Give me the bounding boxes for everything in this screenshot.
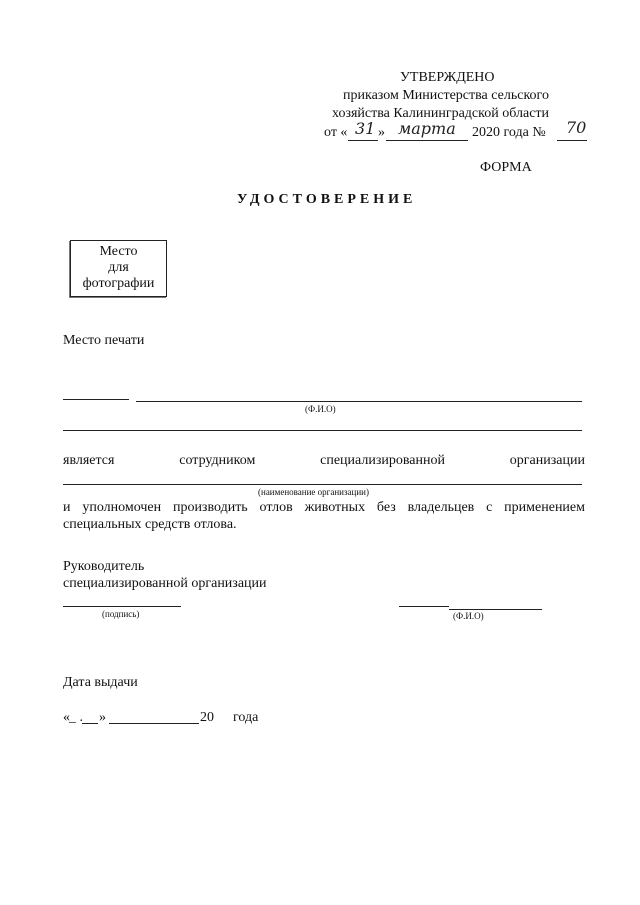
issue-date-close: »: [99, 710, 106, 725]
issue-date-year-word: года: [233, 710, 259, 725]
fio-caption: (Ф.И.О): [305, 404, 336, 414]
fio-line-long: [136, 401, 582, 402]
approval-line-1: приказом Министерства сельского: [343, 88, 549, 103]
employee-row: [63, 453, 585, 469]
head-line-1: Руководитель: [63, 559, 145, 574]
stamp-place-label: Место печати: [63, 333, 145, 348]
photo-line-3: фотографии: [82, 276, 155, 291]
issue-month-underline: [109, 723, 199, 724]
fio-line-second: [63, 430, 582, 431]
document-title: УДОСТОВЕРЕНИЕ: [237, 192, 417, 207]
employee-word-3: специализированной: [320, 453, 445, 468]
org-name-line: [63, 484, 582, 485]
approval-day: 31: [355, 119, 376, 138]
photo-line-2: для: [108, 260, 129, 275]
signature-caption: (подпись): [102, 609, 140, 619]
photo-placeholder: [70, 240, 167, 297]
signature-line: [63, 606, 181, 607]
employee-word-4: организации: [509, 453, 585, 468]
employee-word-2: сотрудником: [179, 453, 256, 468]
org-caption: (наименование организации): [258, 487, 369, 497]
fio-line-short: [63, 399, 129, 400]
approval-line-2: хозяйства Калининградской области: [332, 106, 550, 121]
head-fio-caption: (Ф.И.О): [453, 611, 484, 621]
approval-number: 70: [566, 118, 587, 137]
approval-day-underline: [348, 140, 378, 141]
photo-line-1: Место: [99, 244, 138, 259]
head-fio-line-1: [399, 606, 449, 607]
approval-month-sep: »: [378, 125, 385, 140]
form-label: ФОРМА: [480, 160, 532, 175]
issue-date-dots: _ .: [69, 710, 83, 725]
issue-date-open: «: [63, 710, 70, 725]
employee-word-1: является: [63, 453, 115, 468]
issue-date-century: 20: [200, 710, 214, 725]
approval-year: 2020 года №: [472, 125, 546, 140]
approval-number-underline: [557, 140, 587, 141]
approval-from-prefix: от «: [324, 125, 348, 140]
authorized-line-2: специальных средств отлова.: [63, 517, 237, 532]
issue-day-underline: [82, 723, 98, 724]
issue-date-label: Дата выдачи: [63, 675, 138, 690]
approval-title: УТВЕРЖДЕНО: [400, 70, 495, 85]
head-line-2: специализированной организации: [63, 576, 267, 591]
approval-month-underline: [386, 140, 468, 141]
authorized-line-1: и уполномочен производить отлов животных без владельцев с применением: [63, 500, 585, 515]
head-fio-line-2: [449, 609, 542, 610]
approval-month: марта: [398, 119, 456, 138]
